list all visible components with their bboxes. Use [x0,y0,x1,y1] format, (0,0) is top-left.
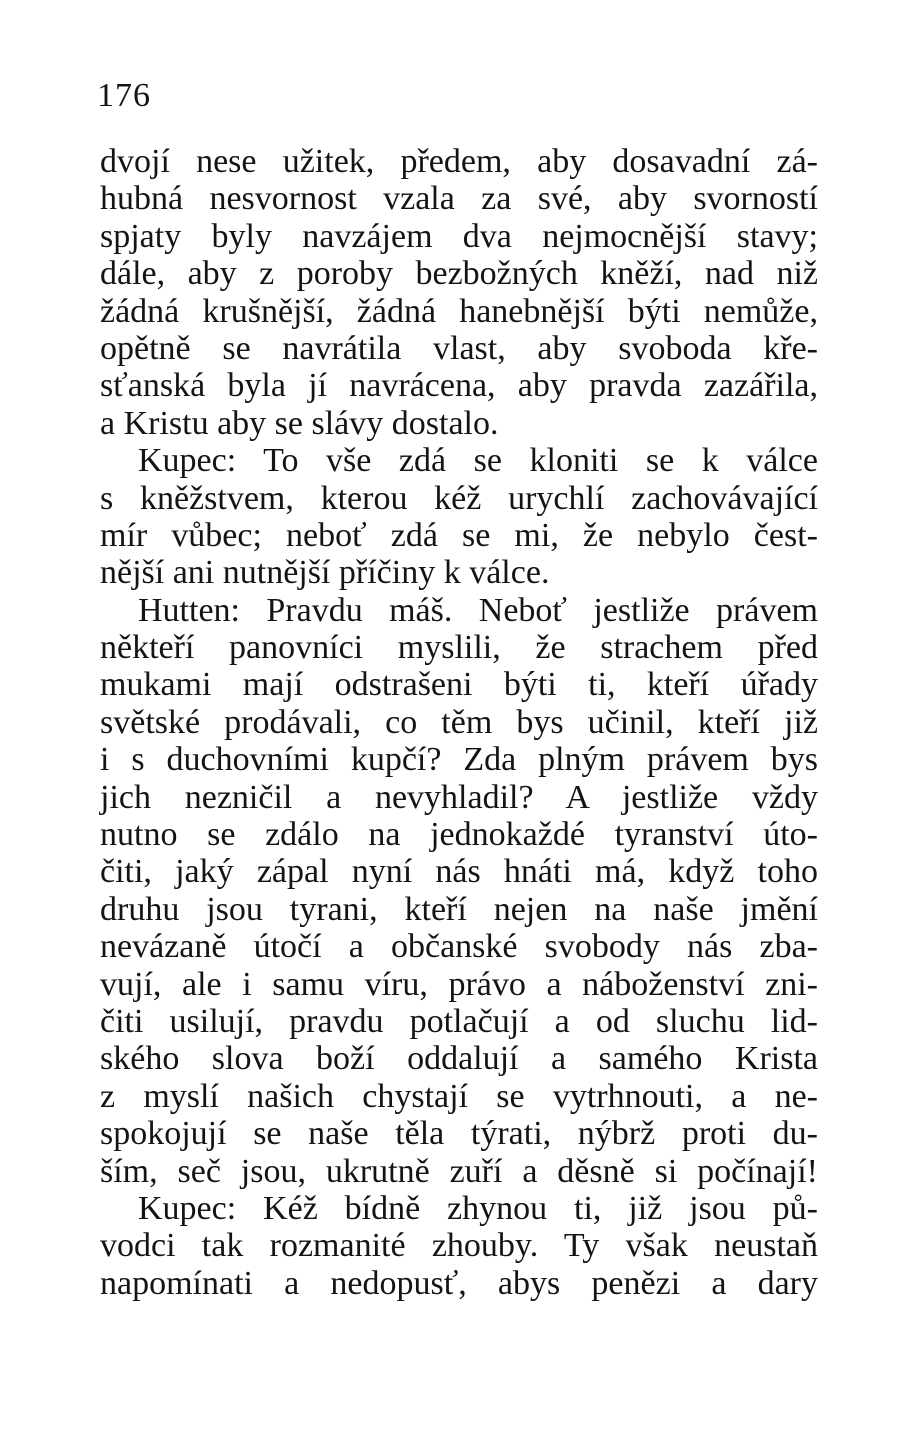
text-line: čiti usilují, pravdu potlačují a od sluchu lid- [100,1002,818,1040]
body-text [100,143,818,1302]
page-number: 176 [97,77,151,114]
text-line: Kupec: Kéž bídně zhynou ti, již jsou pů- [138,1189,818,1227]
text-line: mír vůbec; neboť zdá se mi, že nebylo čest- [100,516,818,554]
text-line: Hutten: Pravdu máš. Neboť jestliže právem [138,591,818,629]
text-line: mukami mají odstrašeni býti ti, kteří úřady [100,666,818,704]
text-line: druhu jsou tyrani, kteří nejen na naše jmění [100,890,818,928]
text-line: i s duchovními kupčí? Zda plným právem bys [100,741,818,779]
text-line: dvojí nese užitek, předem, aby dosavadní zá- [100,143,818,180]
text-line: Kupec: To vše zdá se kloniti se k válce [138,442,818,480]
text-line: opětně se navrátila vlast, aby svoboda kře- [100,329,818,367]
text-line: čiti, jaký zápal nyní nás hnáti má, když toho [100,853,818,891]
text-line: ského slova boží oddalují a samého Krista [100,1040,818,1078]
text-line: někteří panovníci myslili, že strachem před [100,629,818,667]
text-line: z myslí našich chystají se vytrhnouti, a ne- [100,1077,818,1115]
text-line: vodci tak rozmanité zhouby. Ty však neustaň [100,1227,818,1265]
text-line: nější ani nutnější příčiny k válce. [100,554,550,592]
text-line: dále, aby z poroby bezbožných kněží, nad niž [100,255,818,293]
text-line: nutno se zdálo na jednokaždé tyranství úto- [100,816,818,854]
text-line: jich nezničil a nevyhladil? A jestliže vždy [100,778,818,816]
text-line: s kněžstvem, kterou kéž urychlí zachovávající [100,479,818,517]
text-line: světské prodávali, co těm bys učinil, kteří již [100,703,818,741]
text-line: ším, seč jsou, ukrutně zuří a děsně si počínají! [100,1152,818,1190]
text-line: vují, ale i samu víru, právo a náboženství zni- [100,965,818,1003]
text-line: sťanská byla jí navrácena, aby pravda zazářila, [100,367,818,405]
text-line: spjaty byly navzájem dva nejmocnější stavy; [100,217,818,255]
text-line: žádná krušnější, žádná hanebnější býti nemůže, [100,292,818,330]
text-line: spokojují se naše těla týrati, nýbrž proti du- [100,1115,818,1153]
text-line: hubná nesvornost vzala za své, aby svorností [100,180,818,218]
text-line: nevázaně útočí a občanské svobody nás zba- [100,928,818,966]
text-line: a Kristu aby se slávy dostalo. [100,404,499,442]
text-line: napomínati a nedopusť, abys penězi a dary [100,1264,818,1302]
